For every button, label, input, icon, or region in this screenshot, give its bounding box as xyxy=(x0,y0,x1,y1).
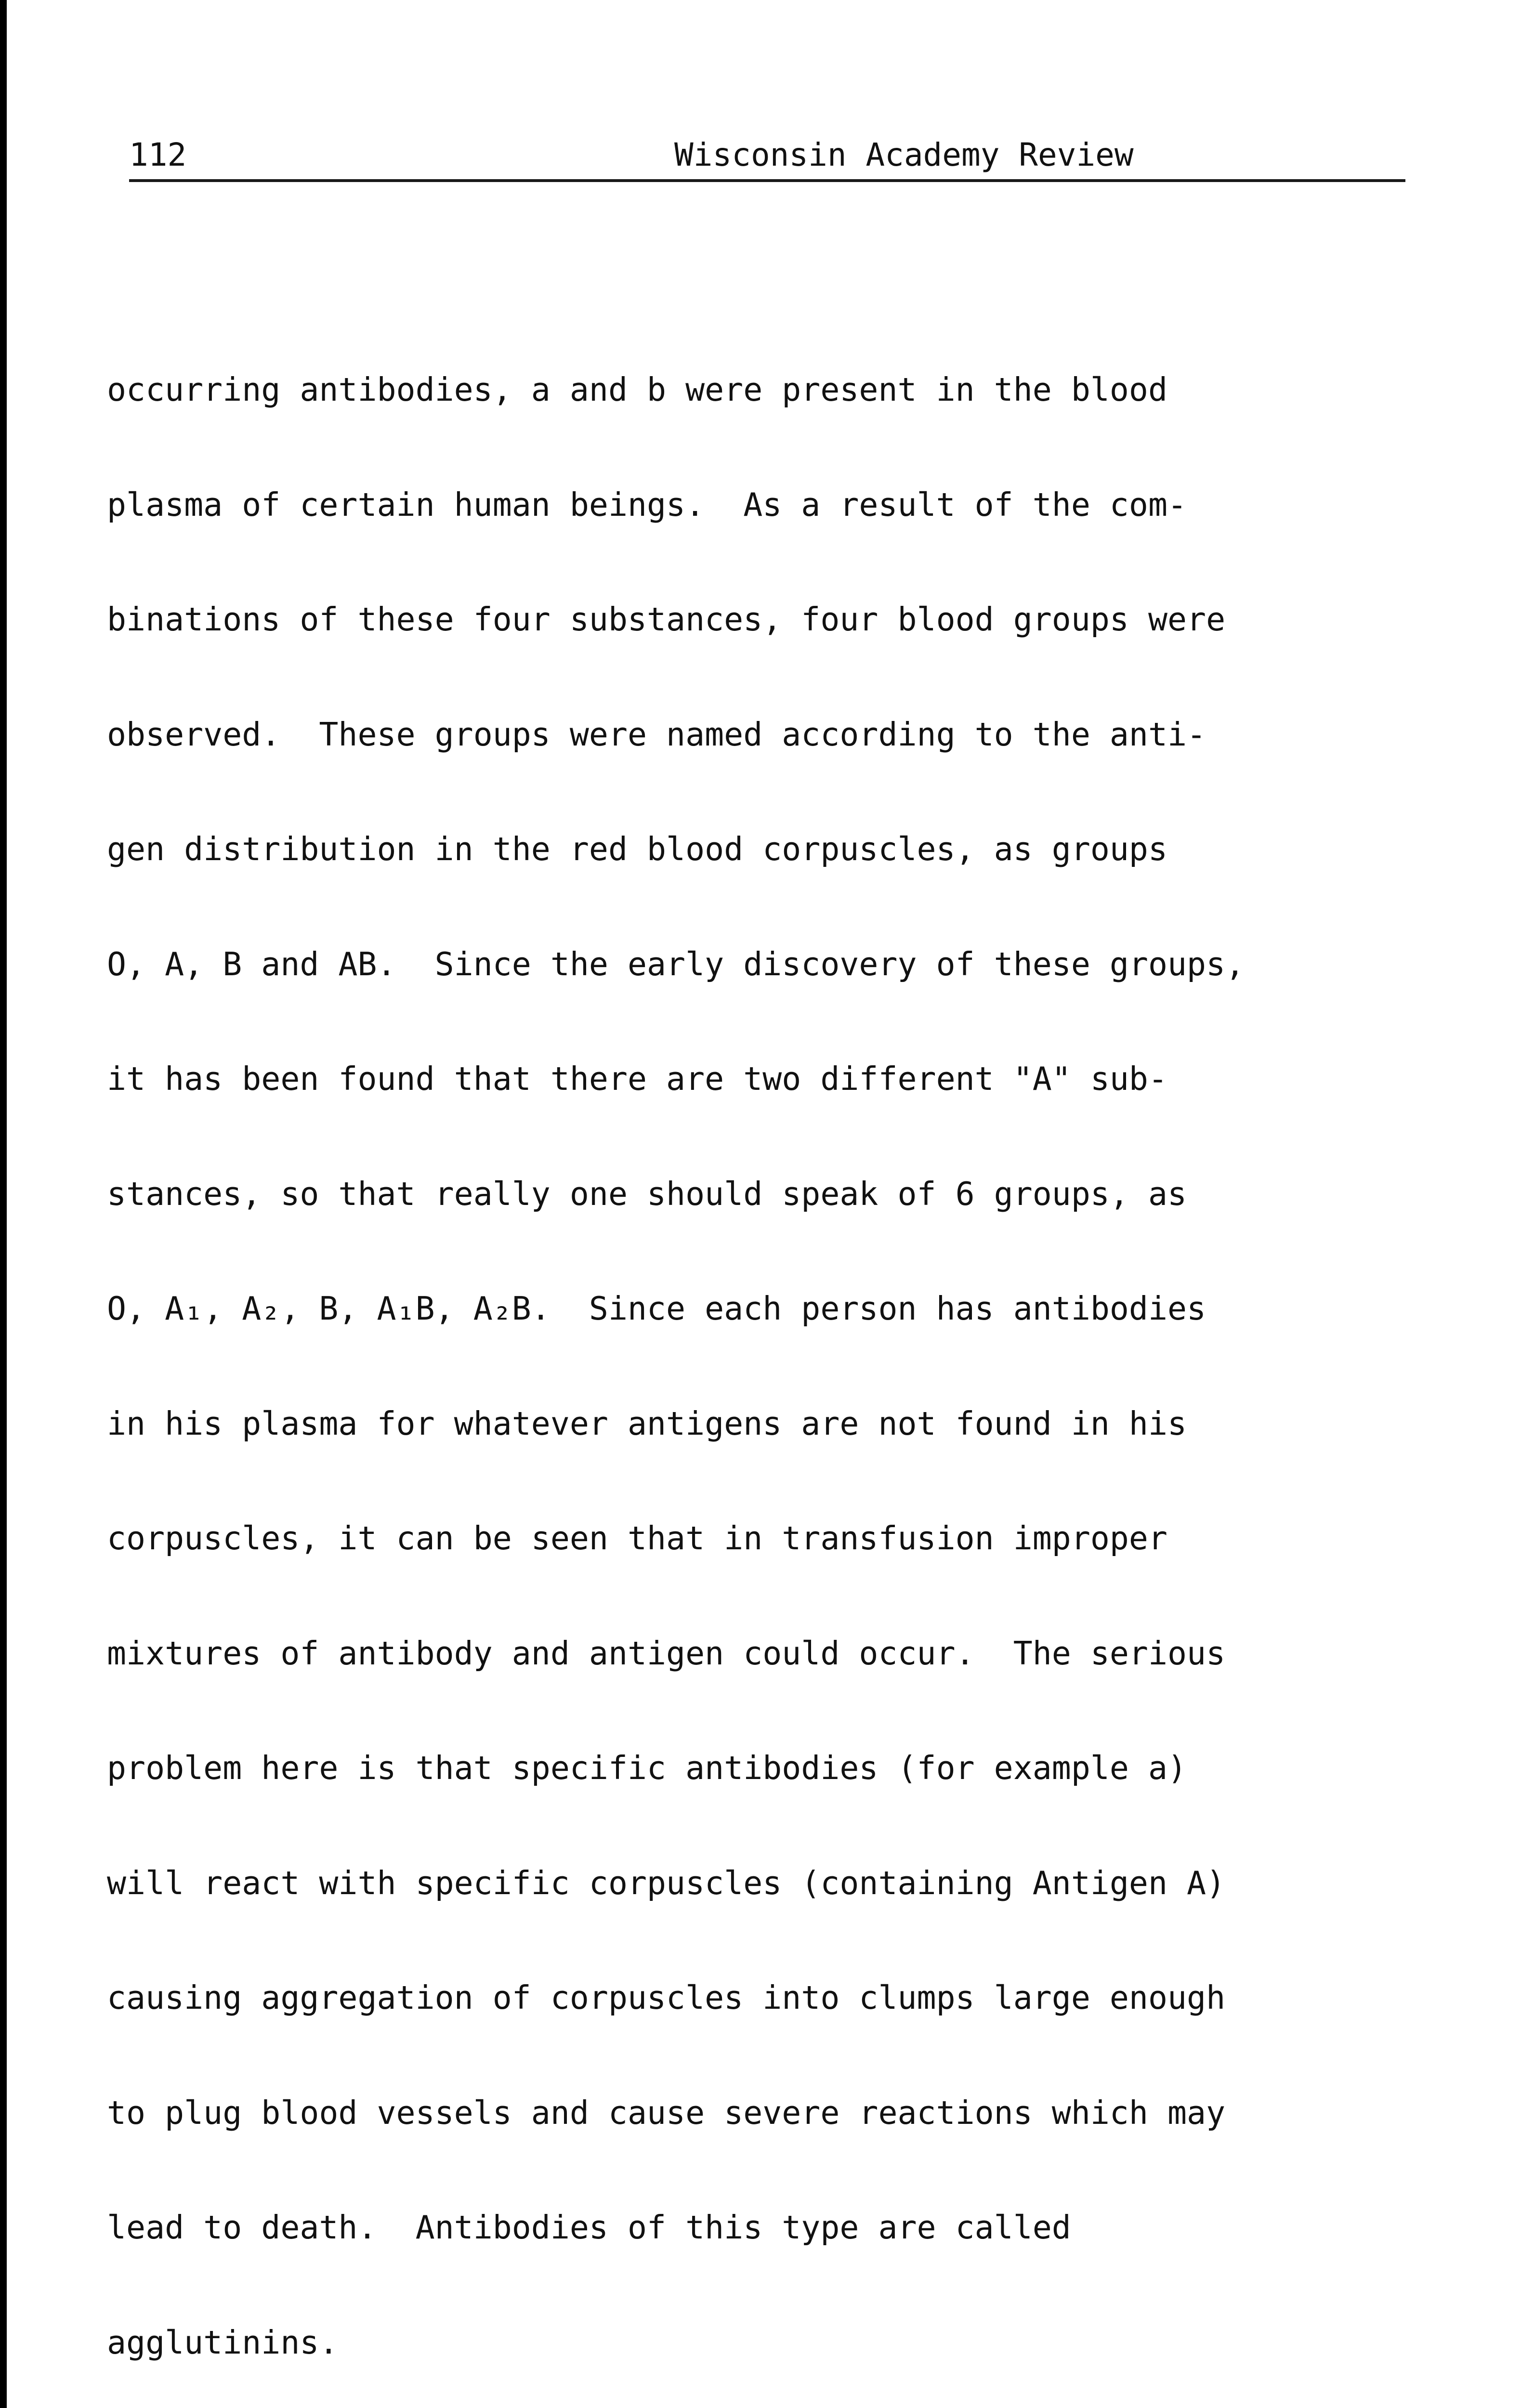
scan-border-left xyxy=(0,0,7,2408)
text-line: occurring antibodies, a and b were present in the blood xyxy=(107,371,1168,408)
page-number: 112 xyxy=(129,136,187,173)
text-line: causing aggregation of corpuscles into clumps large enough xyxy=(107,1979,1226,2016)
text-line: agglutinins. xyxy=(107,2323,339,2361)
text-line: in his plasma for whatever antigens are not found in his xyxy=(107,1404,1187,1442)
text-line: gen distribution in the red blood corpuscles, as groups xyxy=(107,830,1168,868)
text-line: it has been found that there are two different "A" sub- xyxy=(107,1060,1168,1098)
text-line: stances, so that really one should speak of 6 groups, as xyxy=(107,1175,1187,1213)
page-header xyxy=(129,131,1405,182)
paragraph-1 xyxy=(107,294,1455,2408)
text-line: problem here is that specific antibodies (for example a) xyxy=(107,1749,1187,1787)
text-line: to plug blood vessels and cause severe reactions which may xyxy=(107,2094,1226,2132)
text-line: lead to death. Antibodies of this type are called xyxy=(107,2209,1071,2246)
running-title: Wisconsin Academy Review xyxy=(674,136,1134,173)
text-line: mixtures of antibody and antigen could occur. The serious xyxy=(107,1634,1226,1672)
text-line: observed. These groups were named according to the anti- xyxy=(107,715,1206,753)
text-line: plasma of certain human beings. As a result of the com- xyxy=(107,485,1187,523)
text-line: O, A₁, A₂, B, A₁B, A₂B. Since each person has antibodies xyxy=(107,1290,1206,1327)
article-body xyxy=(107,218,1455,2408)
text-line: corpuscles, it can be seen that in transfusion improper xyxy=(107,1519,1168,1557)
text-line: binations of these four substances, four blood groups were xyxy=(107,601,1226,638)
text-line: will react with specific corpuscles (containing Antigen A) xyxy=(107,1864,1226,1902)
text-line: O, A, B and AB. Since the early discovery of these groups, xyxy=(107,945,1245,983)
